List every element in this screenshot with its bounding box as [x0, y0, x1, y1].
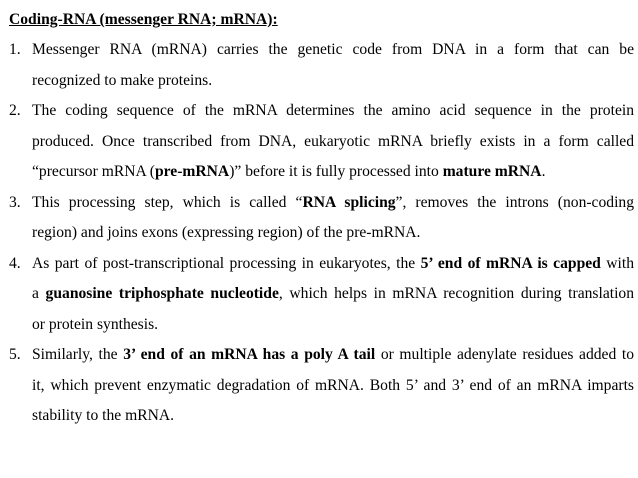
list-item [0, 35, 638, 96]
text: “precursor mRNA ( [32, 163, 155, 180]
text: , which helps in mRNA recognition during translation [278, 285, 634, 302]
item-line [32, 340, 634, 371]
text: ”, removes the introns (non-coding [395, 193, 635, 211]
item-number: 2. [9, 102, 21, 119]
item-line [32, 279, 634, 310]
text: or multiple adenylate residues added to [375, 346, 634, 363]
item-line [32, 188, 634, 219]
item-line: it, which prevent enzymatic degradation of mRNA. Both 5’ and 3’ end of an mRNA imparts [32, 376, 634, 394]
bold-term: mature mRNA [442, 163, 542, 180]
item-line: produced. Once transcribed from DNA, eukaryotic mRNA briefly exists in a form called [32, 132, 634, 150]
item-number: 3. [9, 193, 21, 211]
item-line: stability to the mRNA. [32, 407, 175, 424]
item-line: recognized to make proteins. [32, 71, 213, 89]
item-line: or protein synthesis. [32, 315, 159, 333]
bold-term: 3’ end of an mRNA has a poly A tail [123, 346, 376, 363]
bold-term: pre-mRNA [154, 163, 230, 180]
item-line: Messenger RNA (mRNA) carries the genetic code from DNA in a form that can be [32, 41, 634, 58]
list-item [0, 249, 638, 341]
list-item [0, 340, 638, 432]
item-number: 4. [9, 254, 21, 272]
text: Similarly, the [32, 346, 124, 363]
list-item [0, 188, 638, 249]
item-number: 5. [9, 346, 21, 363]
item-line [32, 157, 634, 188]
item-line: The coding sequence of the mRNA determines the amino acid sequence in the protein [32, 102, 634, 119]
text: a [32, 285, 46, 302]
bold-term: RNA splicing [302, 193, 396, 211]
bold-term: 5’ end of mRNA is capped [420, 254, 601, 272]
numbered-list [0, 35, 638, 432]
text: with [600, 254, 634, 272]
heading: Coding-RNA (messenger RNA; mRNA): [9, 11, 278, 28]
text: This processing step, which is called “ [32, 193, 303, 211]
text: As part of post-transcriptional processing in eukaryotes, the [32, 254, 421, 272]
item-line: region) and joins exons (expressing region) of the pre-mRNA. [32, 224, 421, 241]
list-item [0, 96, 638, 188]
text: . [541, 163, 546, 180]
text: )” before it is fully processed into [229, 163, 443, 180]
item-number: 1. [9, 41, 21, 58]
item-line [32, 249, 634, 280]
bold-term: guanosine triphosphate nucleotide [45, 285, 279, 302]
